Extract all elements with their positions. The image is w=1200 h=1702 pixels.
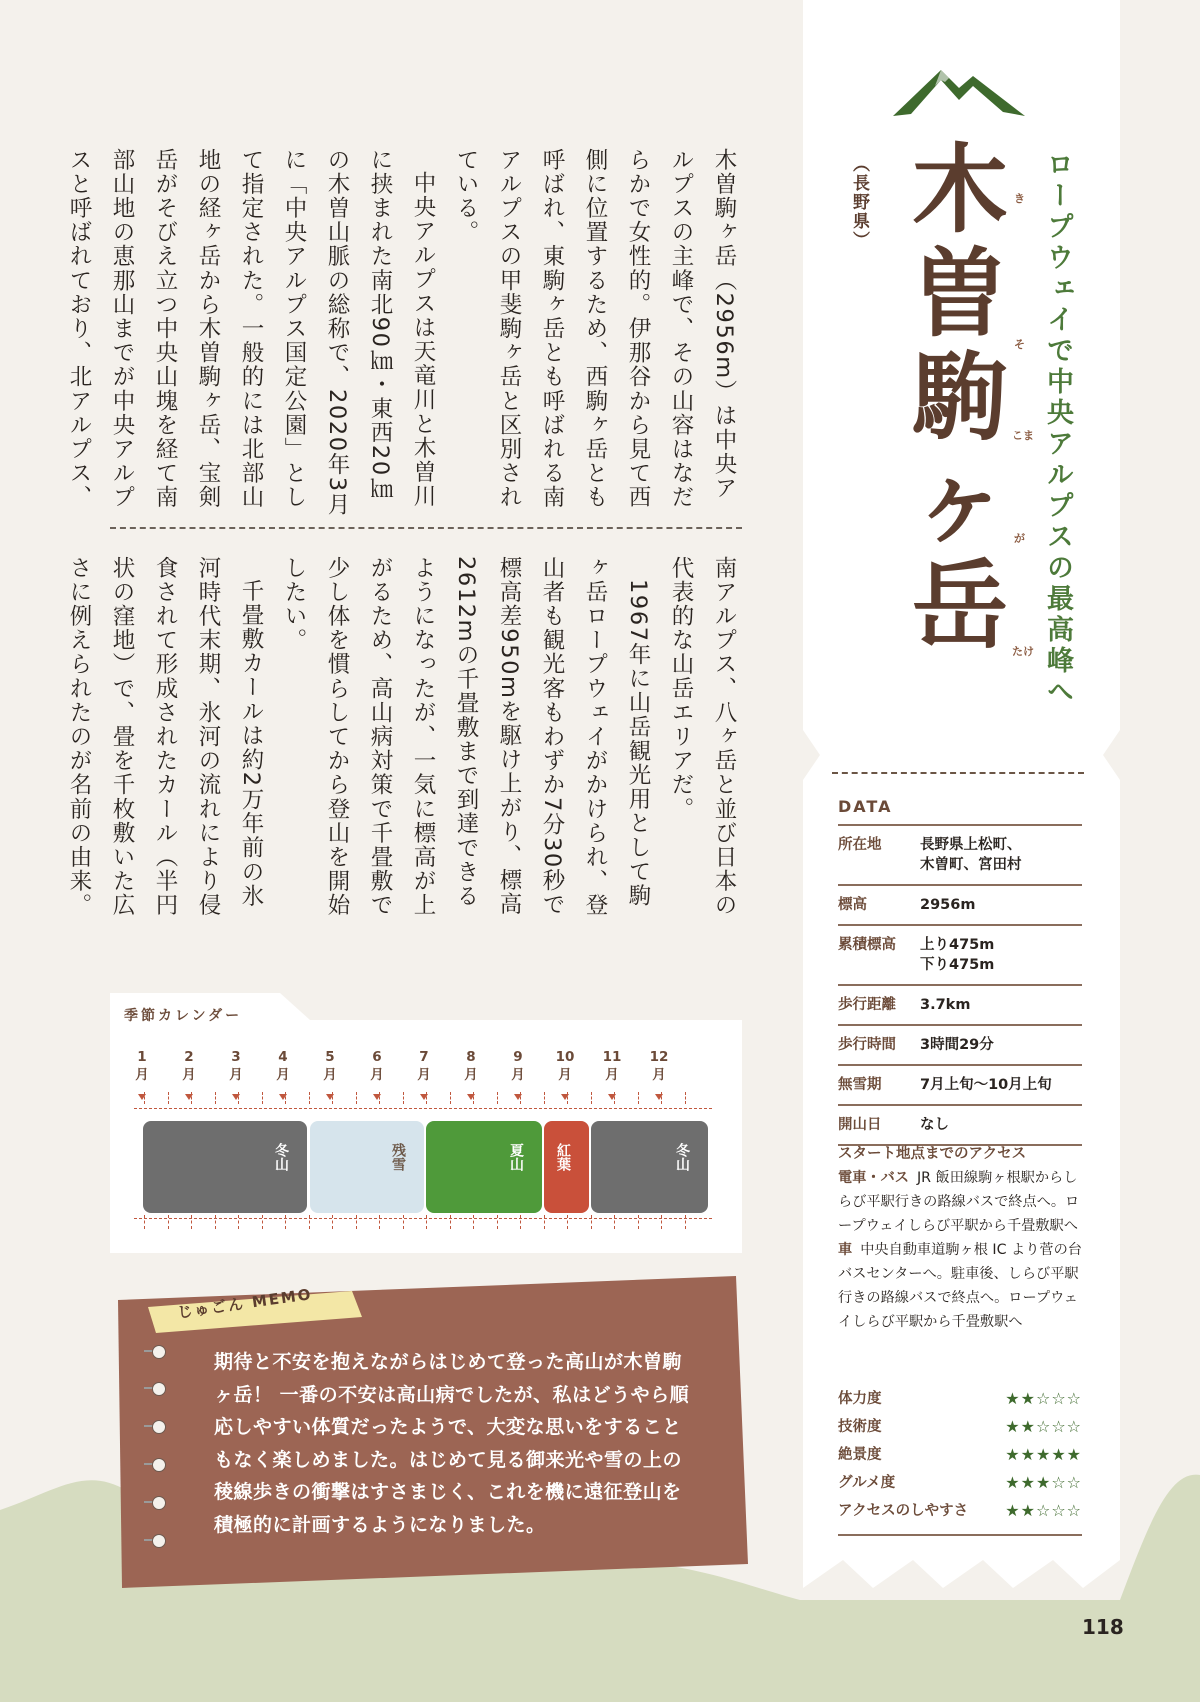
data-value: 7月上旬～10月上旬 [920, 1077, 1052, 1093]
calendar-tick [520, 1092, 521, 1104]
star-icon: ★★☆☆☆ [1005, 1389, 1082, 1408]
title-char: 木 [912, 134, 1008, 246]
rating-row [838, 1413, 1082, 1441]
paragraph: 木曽駒ヶ岳（2956m）は中央アルプスの主峰で、その山容はなだらかで女性的。伊那谷から見て西側に位置するため、西駒ヶ岳とも呼ばれ、東駒ヶ岳とも呼ばれる南アルプスの甲斐駒ヶ岳と区別されている。 [453, 148, 737, 510]
calendar-tick [238, 1092, 239, 1104]
calendar-tick [426, 1092, 427, 1104]
ribbon-divider [832, 772, 1084, 774]
calendar-tick [144, 1092, 145, 1104]
paragraph: 1967年に山岳観光用として駒ヶ岳ロープウェイがかけられ、登山者も観光客もわずか7分30秒で標高差950mを駆け上がり、標高2612mの千畳敷まで到達できるようになったが、一気に標高が上がるため、高山病対策で千畳敷で少し体を慣らしてから登山を開始したい。 [281, 556, 651, 918]
calendar-tick [685, 1092, 686, 1104]
rating-label: 技術度 [838, 1419, 882, 1435]
calendar-tick [215, 1092, 216, 1104]
data-label: 歩行時間 [838, 1037, 896, 1053]
access-section [838, 1142, 1086, 1334]
calendar-tick [332, 1092, 333, 1104]
data-heading: DATA [838, 797, 893, 816]
data-value: 上り475m 下り475m [920, 937, 995, 973]
data-table [838, 824, 1082, 1146]
title-ruby: が [1014, 532, 1025, 545]
body-text-top [66, 148, 745, 518]
calendar-tick [309, 1092, 310, 1104]
calendar-tick [285, 1092, 286, 1104]
rating-label: アクセスのしやすさ [838, 1503, 969, 1519]
data-row [838, 924, 1082, 984]
calendar-tick [661, 1092, 662, 1104]
paragraph: 千畳敷カールは約2万年前の氷河時代末期、氷河の流れにより侵食されて形成されたカール（半円状の窪地）で、畳を千枚敷いた広さに例えられたのが名前の由来。 [66, 556, 264, 918]
season-label: 冬山 [674, 1143, 690, 1171]
access-mode-label: 電車・バス [838, 1170, 909, 1186]
calendar-tick [473, 1092, 474, 1104]
data-row [838, 1064, 1082, 1104]
access-text: JR 飯田線駒ヶ根駅からしらび平駅行きの路線バスで終点へ。ロープウェイしらび平駅から千畳敷駅へ [838, 1170, 1080, 1234]
title-char: ヶ [912, 446, 1008, 558]
subtitle: ロープウェイで中央アルプスの最高峰へ [1042, 150, 1073, 708]
season-bar [143, 1121, 307, 1213]
rating-label: 体力度 [838, 1391, 882, 1407]
calendar-guide [134, 1108, 712, 1109]
season-label: 残雪 [390, 1143, 406, 1171]
data-label: 所在地 [838, 837, 882, 853]
memo-label: じゅごん MEMO [176, 1285, 314, 1322]
rating-row [838, 1385, 1082, 1413]
star-icon: ★★☆☆☆ [1005, 1417, 1082, 1436]
season-bar [591, 1121, 708, 1213]
data-value: 3.7km [920, 997, 971, 1013]
title-char: 駒 [912, 342, 1008, 454]
calendar-tick [638, 1092, 639, 1104]
calendar-tick [262, 1092, 263, 1104]
title-ruby: たけ [1012, 645, 1034, 658]
ratings [838, 1385, 1082, 1525]
data-label: 累積標高 [838, 937, 896, 953]
star-icon: ★★★★★ [1005, 1445, 1082, 1464]
binder-hole [152, 1382, 166, 1396]
access-car [838, 1238, 1086, 1334]
calendar-guide [134, 1218, 712, 1219]
season-bar [426, 1121, 542, 1213]
data-value: 長野県上松町、 木曽町、宮田村 [920, 837, 1022, 873]
binder-hole [152, 1420, 166, 1434]
title-ruby: そ [1014, 338, 1025, 351]
month-label: 8 月 [464, 1049, 478, 1083]
prefecture-label: （長野県） [849, 155, 869, 250]
calendar-tick [356, 1092, 357, 1104]
access-text: 中央自動車道駒ヶ根 IC より菅の台バスセンターへ。駐車後、しらび平駅行きの路線バスで終点へ。ロープウェイしらび平駅から千畳敷駅へ [838, 1242, 1082, 1330]
rating-row [838, 1441, 1082, 1469]
body-text-bottom [66, 556, 745, 926]
data-row [838, 1104, 1082, 1146]
month-label: 1 月 [135, 1049, 149, 1083]
data-value: 3時間29分 [920, 1037, 994, 1053]
calendar-title: 季節カレンダー [124, 1008, 243, 1024]
month-label: 5 月 [323, 1049, 337, 1083]
data-value: 2956m [920, 897, 976, 913]
month-label: 9 月 [511, 1049, 525, 1083]
calendar-tick [191, 1092, 192, 1104]
page-title [905, 134, 1015, 662]
month-label: 4 月 [276, 1049, 290, 1083]
mountain-icon [893, 66, 1025, 122]
calendar-tick [379, 1092, 380, 1104]
calendar-tick [591, 1092, 592, 1104]
month-label: 12 月 [649, 1049, 669, 1083]
rating-row [838, 1497, 1082, 1525]
calendar-tick [168, 1092, 169, 1104]
calendar-tick [450, 1092, 451, 1104]
data-row [838, 984, 1082, 1024]
page-number: 118 [1082, 1615, 1124, 1639]
season-label: 冬山 [273, 1143, 289, 1171]
month-label: 6 月 [370, 1049, 384, 1083]
access-train [838, 1166, 1086, 1238]
title-char: 岳 [912, 550, 1008, 662]
season-bar [544, 1121, 589, 1213]
data-row [838, 1024, 1082, 1064]
data-row [838, 824, 1082, 884]
season-bar [310, 1121, 424, 1213]
star-icon: ★★☆☆☆ [1005, 1501, 1082, 1520]
data-label: 歩行距離 [838, 997, 896, 1013]
title-char: 曽 [912, 238, 1008, 350]
star-icon: ★★★☆☆ [1005, 1473, 1082, 1492]
paragraph: 中央アルプスは天竜川と木曽川に挟まれた南北90㎞・東西20㎞の木曽山脈の総称で、2020年3月に「中央アルプス国定公園」として指定された。一般的には北部山地の経ヶ岳から木曽駒ヶ岳、宝剣岳がそびえ立つ中央山塊を経て南部山地の恵那山までが中央アルプスと呼ばれており、北アルプス、 [66, 148, 436, 517]
memo-text: 期待と不安を抱えながらはじめて登った高山が木曽駒ヶ岳！ 一番の不安は高山病でしたが、私はどうやら順応しやすい体質だったようで、大変な思いをすることもなく楽しめました。はじめて見る御来光や雪の上の稜線歩きの衝撃はすさまじく、これを機に遠征登山を積極的に計画するようになりました。 [214, 1351, 690, 1536]
data-value: なし [920, 1117, 949, 1133]
data-label: 標高 [838, 897, 867, 913]
access-mode-label: 車 [838, 1242, 853, 1258]
rating-label: 絶景度 [838, 1447, 882, 1463]
season-label: 夏山 [508, 1143, 524, 1171]
rating-row [838, 1469, 1082, 1497]
calendar-tick [403, 1092, 404, 1104]
access-heading: スタート地点までのアクセス [838, 1146, 1027, 1162]
month-label: 10 月 [555, 1049, 575, 1083]
calendar-tick [544, 1092, 545, 1104]
data-row [838, 884, 1082, 924]
rating-divider [838, 1534, 1082, 1536]
binder-hole [152, 1345, 166, 1359]
binder-hole [152, 1496, 166, 1510]
title-ruby: こま [1012, 429, 1034, 442]
month-label: 2 月 [182, 1049, 196, 1083]
rating-label: グルメ度 [838, 1475, 896, 1491]
month-label: 11 月 [602, 1049, 622, 1083]
data-label: 無雪期 [838, 1077, 882, 1093]
month-label: 7 月 [417, 1049, 431, 1083]
season-label: 紅葉 [555, 1143, 571, 1171]
calendar-tick [567, 1092, 568, 1104]
month-label: 3 月 [229, 1049, 243, 1083]
calendar-tick [614, 1092, 615, 1104]
calendar-tick [497, 1092, 498, 1104]
text-divider [110, 527, 742, 529]
binder-hole [152, 1534, 166, 1548]
title-ruby: き [1014, 192, 1025, 205]
paragraph: 南アルプス、八ヶ岳と並び日本の代表的な山岳エリアだ。 [668, 556, 737, 918]
binder-hole [152, 1458, 166, 1472]
data-label: 開山日 [838, 1117, 882, 1133]
